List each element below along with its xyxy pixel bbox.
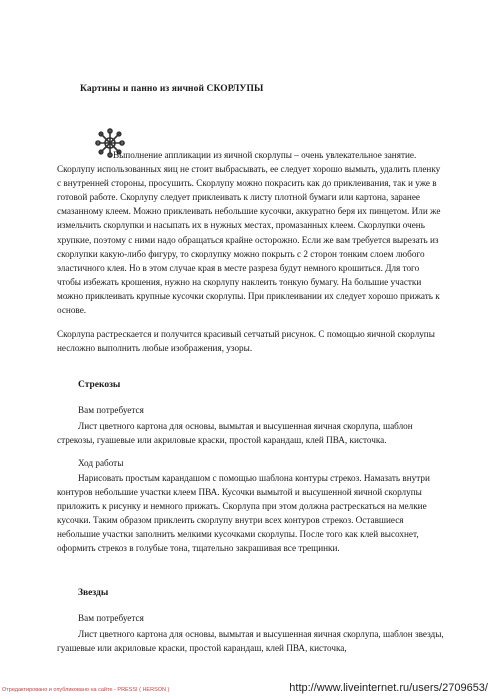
stars-need-block bbox=[57, 627, 444, 655]
crack-paragraph: Скорлупа растрескается и получится красивый сетчатый рисунок. С помощью яичной скорлупы несложно выполнить любые изображения, узоры. bbox=[57, 329, 435, 354]
intro-paragraph-block bbox=[57, 148, 444, 317]
dragonflies-work-label: Ход работы bbox=[78, 458, 124, 468]
intro-paragraph: Выполнение аппликации из яичной скорлупы – очень увлекательное занятие. Скорлупу использованных яиц не стоит выбрасывать, ее следует хорошо вымыть, удалить пленку с внутренней стороны, просушить. Скорлупу можно покрасить как до приклеивания, так и уже в готовой работе. Скорлупу следует приклеивать к листу плотной бумаги или картона, заранее смазанному клеем. Можно приклеивать небольшие кусочки, аккуратно беря их пинцетом. Или же измельчить скорлупки и насыпать их в нужных местах, промазанных клеем. Скорлупки очень хрупкие, поэтому с ними надо обращаться крайне осторожно. Если же вам требуется вырезать из скорлупки какую-либо фигуру, то скорлупку можно покрыть с 2 сторон тонким слоем любого эластичного клея. Но в этом случае края в месте разреза будут немного крошиться. Для того чтобы избежать крошения, нужно на скорлупу наклеить тонкую бумагу. На большие участки можно приклеивать крупные кусочки скорлупы. При приклеивании их следует хорошо прижать к основе. bbox=[57, 150, 441, 316]
page-title: Картины и панно из яичной СКОРЛУПЫ bbox=[80, 84, 264, 94]
dragonflies-need-text: Лист цветного картона для основы, вымытая и высушенная яичная скорлупа, шаблон стрекозы, гуашевые или акриловые краски, простой карандаш, клей ПВА, кисточка. bbox=[57, 421, 413, 445]
section-heading-dragonflies: Стрекозы bbox=[78, 380, 121, 390]
footer-url: http://www.liveinternet.ru/users/2709653/ bbox=[289, 682, 488, 694]
section-heading-stars: Звезды bbox=[78, 588, 109, 598]
stars-need-label: Вам потребуется bbox=[78, 613, 144, 623]
dragonflies-work-block bbox=[57, 471, 444, 555]
footer-credit: Отредактировано и опубликовано на сайте - PRESSI ( HERSON ) bbox=[2, 687, 170, 693]
dragonflies-need-block bbox=[57, 419, 444, 447]
stars-need-text: Лист цветного картона для основы, вымытая и высушенная яичная скорлупа, шаблон звезды, гуашевые или акриловые краски, простой карандаш, клей ПВА, кисточка, bbox=[57, 629, 444, 653]
crack-paragraph-block bbox=[57, 327, 444, 355]
dragonflies-need-label: Вам потребуется bbox=[78, 405, 144, 415]
dragonflies-work-text: Нарисовать простым карандашом с помощью шаблона контуры стрекоз. Намазать внутри контуров небольшие участки клеем ПВА. Кусочки вымытой и высушенной яичной скорлупы приложить к рисунку и немного прижать. Скорлупа при этом должна растрескаться на мелкие кусочки. Таким образом приклеить скорлупу внутри всех контуров стрекоз. Оставшиеся небольшие участки заполнить мелкими кусочками скорлупы. После того как клей высохнет, оформить стрекоз в голубые тона, тщательно закрашивая все трещинки. bbox=[57, 473, 430, 553]
